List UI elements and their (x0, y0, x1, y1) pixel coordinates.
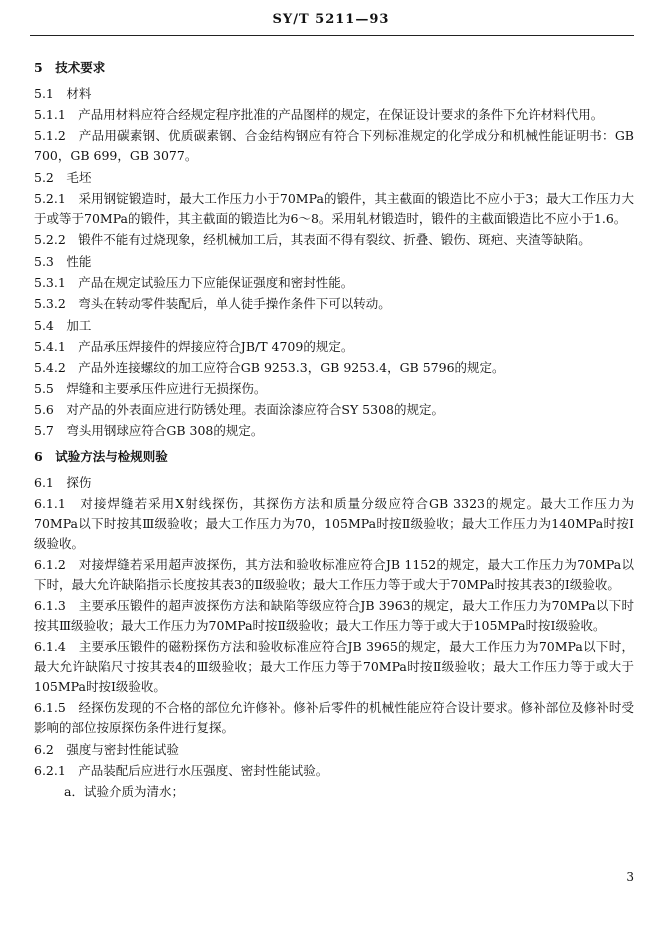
clause-5-2-1: 5.2.1 采用钢锭锻造时，最大工作压力小于70MPa的锻件，其主截面的锻造比不应小于3；最大工作压力大于或等于70MPa的锻件，其主截面的锻造比为6～8。采用轧材锻造时，锻件的主截面锻造比不应小于1.6。 (34, 191, 634, 226)
clause-5-1-1: 5.1.1 产品用材料应符合经规定程序批准的产品图样的规定，在保证设计要求的条件下允许材料代用。 (34, 107, 604, 122)
clause-5-4-2: 5.4.2 产品外连接螺纹的加工应符合GB 9253.3，GB 9253.4，GB 5796的规定。 (34, 360, 505, 375)
clause-5-1-2: 5.1.2 产品用碳素钢、优质碳素钢、合金结构钢应有符合下列标准规定的化学成分和机械性能证明书：GB 700，GB 699，GB 3077。 (34, 128, 634, 163)
section-5-heading: 5 技术要求 (34, 60, 106, 75)
clause-5-3: 5.3 性能 (34, 254, 92, 269)
clause-5-3-1: 5.3.1 产品在规定试验压力下应能保证强度和密封性能。 (34, 275, 354, 290)
clause-5-3-2: 5.3.2 弯头在转动零件装配后，单人徒手操作条件下可以转动。 (34, 296, 391, 311)
section-6-heading: 6 试验方法与检规则验 (34, 449, 168, 464)
clause-6-2-1-a: a．试验介质为清水； (64, 784, 184, 799)
clause-5-2: 5.2 毛坯 (34, 170, 92, 185)
clause-5-7: 5.7 弯头用钢球应符合GB 308的规定。 (34, 423, 264, 438)
document-header: SY/T 5211—93 (272, 12, 390, 27)
clause-5-2-2: 5.2.2 锻件不能有过烧现象，经机械加工后，其表面不得有裂纹、折叠、锻伤、斑疤、夹渣等缺陷。 (34, 232, 591, 247)
clause-6-1-2: 6.1.2 对接焊缝若采用超声波探伤，其方法和验收标准应符合JB 1152的规定，最大工作压力为70MPa以下时，最大允许缺陷指示长度按其表3的Ⅱ级验收；最大工作压力等于或大于70MPa时按其表3的Ⅰ级验收。 (34, 557, 634, 592)
clause-6-1-5: 6.1.5 经探伤发现的不合格的部位允许修补。修补后零件的机械性能应符合设计要求。修补部位及修补时受影响的部位按原探伤条件进行复探。 (34, 700, 634, 735)
page-number: 3 (626, 870, 634, 884)
clause-6-1-3: 6.1.3 主要承压锻件的超声波探伤方法和缺陷等级应符合JB 3963的规定，最大工作压力为70MPa以下时按其Ⅲ级验收；最大工作压力为70MPa时按Ⅱ级验收；最大工作压力等于或大于105MPa时按Ⅰ级验收。 (34, 598, 634, 633)
clause-5-4: 5.4 加工 (34, 318, 92, 333)
clause-6-1-1: 6.1.1 对接焊缝若采用X射线探伤，其探伤方法和质量分级应符合GB 3323的规定。最大工作压力为70MPa以下时按其Ⅲ级验收；最大工作压力为70，105MPa时按Ⅱ级验收；最大工作压力为140MPa时按Ⅰ级验收。 (34, 496, 634, 551)
clause-6-2-1: 6.2.1 产品装配后应进行水压强度、密封性能试验。 (34, 763, 329, 778)
clause-6-1: 6.1 探伤 (34, 475, 92, 490)
clause-5-5: 5.5 焊缝和主要承压件应进行无损探伤。 (34, 381, 267, 396)
clause-6-1-4: 6.1.4 主要承压锻件的磁粉探伤方法和验收标准应符合JB 3965的规定，最大工作压力为70MPa以下时，最大允许缺陷尺寸按其表4的Ⅲ级验收；最大工作压力等于70MPa时按Ⅱ级验收；最大工作压力等于或大于105MPa时按Ⅰ级验收。 (34, 639, 634, 694)
clause-5-1: 5.1 材料 (34, 86, 92, 101)
header-rule (30, 35, 634, 36)
document-body (34, 58, 634, 802)
clause-6-2: 6.2 强度与密封性能试验 (34, 742, 179, 757)
clause-5-6: 5.6 对产品的外表面应进行防锈处理。表面涂漆应符合SY 5308的规定。 (34, 402, 444, 417)
clause-5-4-1: 5.4.1 产品承压焊接件的焊接应符合JB/T 4709的规定。 (34, 339, 354, 354)
